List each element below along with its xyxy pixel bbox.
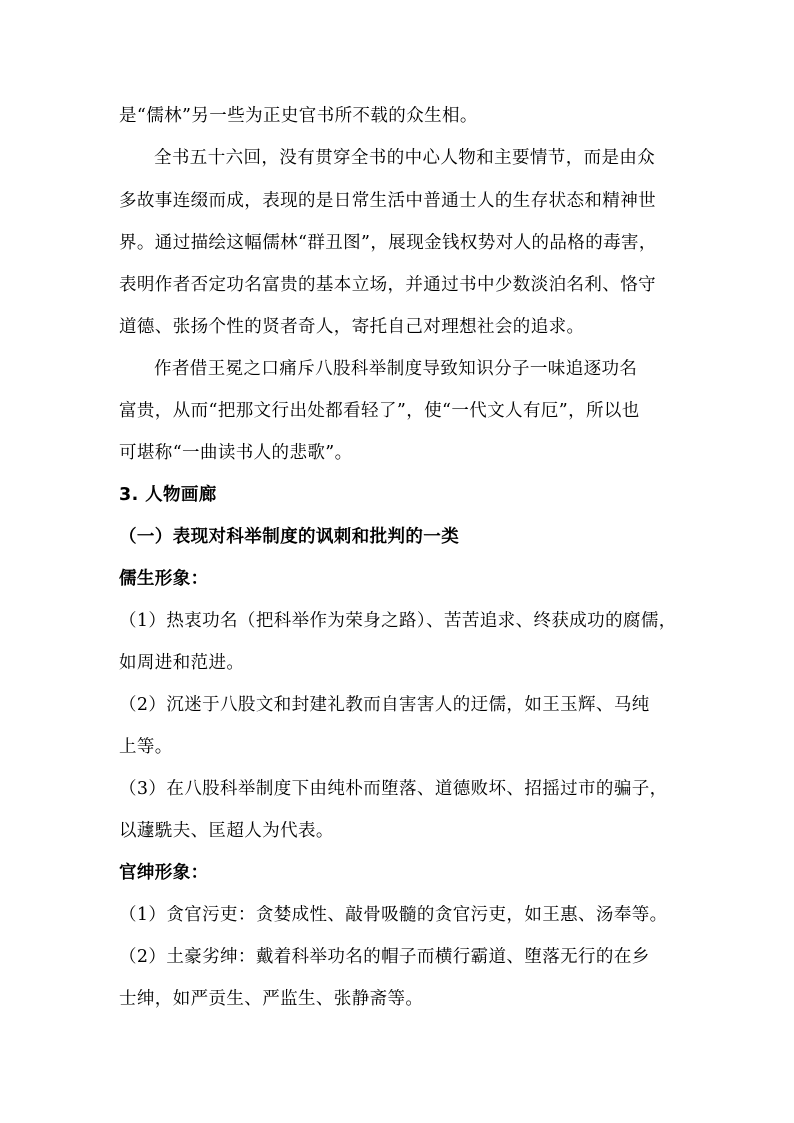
list-item-line: （2）土豪劣绅：戴着科举功名的帽子而横行霸道、堕落无行的在乡	[119, 947, 650, 967]
category-heading: 官绅形象：	[119, 863, 209, 883]
paragraph-line: 是“儒林”另一些为正史官书所不载的众生相。	[119, 106, 478, 126]
paragraph-line: 全书五十六回，没有贯穿全书的中心人物和主要情节，而是由众	[154, 148, 656, 168]
list-item-line: （1）贪官污吏：贪婪成性、敲骨吸髓的贪官污吏，如王惠、汤奉等。	[119, 905, 668, 925]
list-item-line: （2）沉迷于八股文和封建礼教而自害害人的迂儒，如王玉辉、马纯	[119, 695, 650, 715]
section-heading: 3. 人物画廊	[119, 485, 217, 505]
paragraph-line: 可堪称“一曲读书人的悲歌”。	[119, 443, 353, 463]
list-item-line: 上等。	[119, 737, 173, 757]
paragraph-line: 富贵，从而“把那文行出处都看轻了”，使“一代文人有厄”，所以也	[119, 401, 640, 421]
list-item-line: （3）在八股科举制度下由纯朴而堕落、道德败坏、招摇过市的骗子，	[119, 779, 668, 799]
category-heading: 儒生形象：	[119, 569, 209, 589]
paragraph-line: 表明作者否定功名富贵的基本立场，并通过书中少数淡泊名利、恪守	[119, 275, 656, 295]
paragraph-line: 界。通过描绘这幅儒林“群丑图”，展现金钱权势对人的品格的毒害，	[119, 233, 657, 253]
paragraph-line: 多故事连缀而成，表现的是日常生活中普通士人的生存状态和精神世	[119, 191, 656, 211]
list-item-line: 以蘧駪夫、匡超人为代表。	[119, 821, 334, 841]
paragraph-line: 作者借王冕之口痛斥八股科举制度导致知识分子一味追逐功名	[154, 359, 638, 379]
list-item-line: 士绅，如严贡生、严监生、张静斋等。	[119, 989, 424, 1009]
list-item-line: 如周进和范进。	[119, 653, 245, 673]
list-item-line: （1）热衷功名（把科举作为荣身之路）、苦苦追求、终获成功的腐儒，	[119, 611, 677, 631]
paragraph-line: 道德、张扬个性的贤者奇人，寄托自己对理想社会的追求。	[119, 317, 585, 337]
subsection-heading: （一）表现对科举制度的讽刺和批判的一类	[119, 527, 460, 547]
